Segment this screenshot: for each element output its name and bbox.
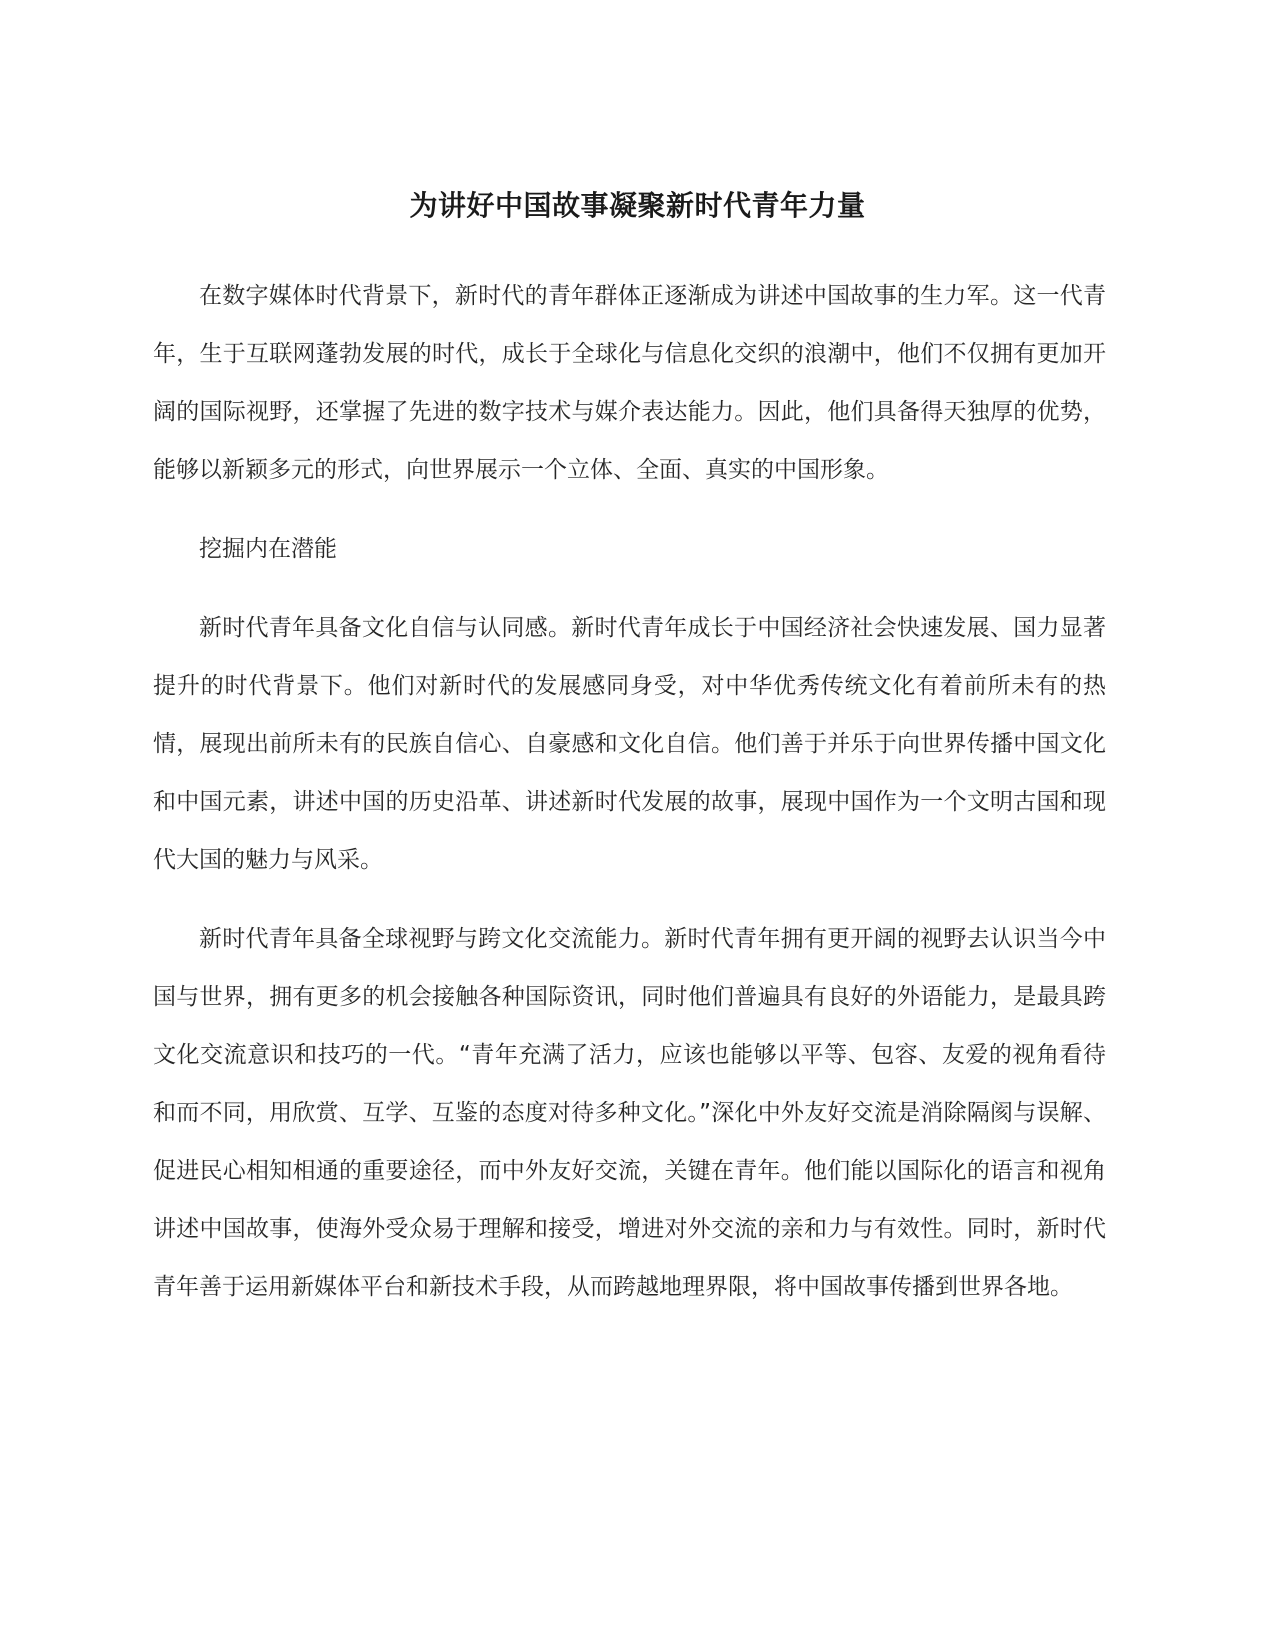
section-heading: 挖掘内在潜能 [199, 536, 337, 562]
paragraph-global-vision: 新时代青年具备全球视野与跨文化交流能力。新时代青年拥有更开阔的视野去认识当今中国与世界，拥有更多的机会接触各种国际资讯，同时他们普遍具有良好的外语能力，是最具跨文化交流意识和技巧的一代。“青年充满了活力，应该也能够以平等、包容、友爱的视角看待和而不同，用欣赏、互学、互鉴的态度对待多种文化。”深化中外友好交流是消除隔阂与误解、促进民心相知相通的重要途径，而中外友好交流，关键在青年。他们能以国际化的语言和视角讲述中国故事，使海外受众易于理解和接受，增进对外交流的亲和力与有效性。同时，新时代青年善于运用新媒体平台和新技术手段，从而跨越地理界限，将中国故事传播到世界各地。 [153, 926, 1106, 1300]
document-body [153, 267, 1106, 1337]
document-title: 为讲好中国故事凝聚新时代青年力量 [409, 189, 866, 222]
paragraph-cultural-confidence: 新时代青年具备文化自信与认同感。新时代青年成长于中国经济社会快速发展、国力显著提升的时代背景下。他们对新时代的发展感同身受，对中华优秀传统文化有着前所未有的热情，展现出前所未有的民族自信心、自豪感和文化自信。他们善于并乐于向世界传播中国文化和中国元素，讲述中国的历史沿革、讲述新时代发展的故事，展现中国作为一个文明古国和现代大国的魅力与风采。 [153, 615, 1106, 873]
paragraph-intro: 在数字媒体时代背景下，新时代的青年群体正逐渐成为讲述中国故事的生力军。这一代青年，生于互联网蓬勃发展的时代，成长于全球化与信息化交织的浪潮中，他们不仅拥有更加开阔的国际视野，还掌握了先进的数字技术与媒介表达能力。因此，他们具备得天独厚的优势，能够以新颖多元的形式，向世界展示一个立体、全面、真实的中国形象。 [153, 283, 1106, 483]
